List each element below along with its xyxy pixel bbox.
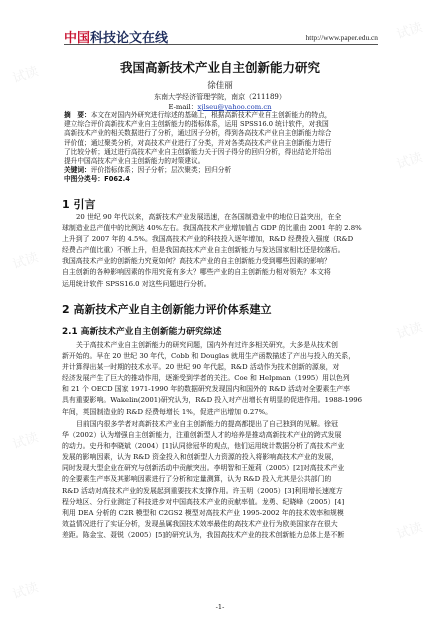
abstract-line: 了比较分析；通过进行高技术产业自主创新能力关于因子得分的回归分析，得出结论并给出 [64, 147, 332, 156]
author-email-link[interactable]: xjlseu@yahoo.com.cn [197, 103, 272, 111]
watermark: 试读 [394, 20, 425, 43]
author-name: 徐佳丽 [207, 81, 233, 91]
abstract-line: 摘 要：本文在对国内外研究进行综述的基础上，根据高新技术产业自主创新能力的特点， [64, 111, 332, 119]
site-logo[interactable]: 中国科技论文在线 [64, 31, 169, 46]
paragraph: 关于高技术产业自主创新能力的研究问题，国内外有过许多相关研究，大多是从技术创 新开始的。早在 20 世纪 30 年代，Cobb 和 Douglas 就用生产函数描述了产出与投入的关系， 并计算得出某一时期的技术水平。20 世纪 90 年代起，R&D 活动作为技术创新的源泉，对 经济发展产生了巨大的推动作用，逐渐受到学者的关注。Coe 和 Helpman（1995）用以色列 和 21 个 OECD 国家 1971-1990 年的数据研究发现国内和国外的 R&D 活动对全要素生产率 具有重要影响。Wakelin(2001)研究认为，R&D 投入对产出增长有明显的促进作用。1988-1996 年间，英国制造业的 R&D 经费每增长 1%，促进产出增加 0.27%。 [62, 341, 362, 416]
watermark: 试读 [394, 150, 425, 173]
watermark: 试读 [394, 520, 425, 543]
page-number: -1- [215, 603, 225, 611]
subsection-heading: 2.1 高新技术产业自主创新能力研究综述 [62, 327, 222, 337]
section-heading: 2 高新技术产业自主创新能力评价体系建立 [62, 303, 272, 316]
clc-number: 中图分类号：F062.4 [64, 175, 130, 184]
author-affiliation: 东南大学经济管理学院，南京（211189） [154, 93, 286, 101]
abstract-line: 提升中国高技术产业自主创新能力的对策建议。 [64, 157, 205, 166]
abstract-line: 评价值；通过聚类分析，对高技术产业进行了分类，并对各类高技术产业自主创新能力进行 [64, 138, 332, 147]
abstract [64, 111, 376, 185]
paragraph: 目前国内很多学者对高新技术产业自主创新能力的提高都提出了自己独到的见解。徐冠 华（2002）认为增强自主创新能力，注重创新型人才的培养是推动高新技术产业的跨式发展 的动力。史丹和李晓斌（2004）[1]认同徐冠华的观点，他们运用统计数据分析了高技术产业 发展的影响因素，认为 R&D 资金投入和创新型人力资源的投入将影响高技术产业的发展， 同时发现大型企业在研究与创新活动中贡献突出。李明智和王娅莉（2005）[2]对高技术产业 的全要素生产率及其影响因素进行了分析和定量测算，认为 R&D 投入尤其是公共部门的 R&D 活动对高技术产业的发展起到重要技术支撑作用。许玉明（2005）[3]利用增长速度方 程分地区、分行业测定了科技进步对中国高技术产业的贡献率值。龙勇、纪晓峰（2005）[4] 利用 DEA 分析的 C2R 模型和 C2GS2 模型对高技术产业 1995-2002 年的技术效率和规模 效益情况进行了实证分析，发现虽属我国技术效率最佳的高技术产业行为欧美国家存在很大 差距。陈金宝、聂锐（2005）[5]的研究认为，我国高技术产业的技术创新能力总体上是不断 [62, 420, 345, 539]
abstract-line: 建立综合评价高新技术产业自主创新能力的指标体系，运用 SPSS16.0 统计软件，对我国 [64, 120, 329, 129]
watermark: 试读 [10, 64, 41, 87]
author-email-line: E-mail：xjlseu@yahoo.com.cn [168, 103, 272, 111]
paper-title: 我国高新技术产业自主创新能力研究 [119, 60, 320, 75]
watermark: 试读 [394, 320, 425, 343]
watermark: 试读 [10, 580, 41, 603]
watermark: 试读 [10, 250, 41, 273]
header-divider [64, 44, 378, 45]
watermark: 试读 [10, 430, 41, 453]
site-url[interactable]: http://www.paper.edu.cn [305, 33, 378, 42]
page-header [0, 24, 440, 46]
abstract-line: 高新技术产业的相关数据进行了分析，通过因子分析，得到各高技术产业自主创新能力综合 [64, 129, 332, 138]
section-heading: 1 引言 [62, 198, 96, 211]
paragraph: 20 世纪 90 年代以来，高新技术产业发展迅速，在各国制造业中的地位日益突出，在全 球制造业总产值中的比例达 40%左右。我国高技术产业增加值占 GDP 的比重由 2001 年的 2.8% 上升到了 2007 年的 4.5%。我国高技术产业的科技投入逐年增加，R&D 经费投入强度（R&D 经费占产值比重）不断上升，但是我国高技术产业自主创新能力与发达国家相比还是较落后。 我国高技术产业的创新能力究竟如何？高技术产业的自主创新能力受到哪些因素的影响？ 自主创新的各种影响因素的作用究竟有多大？哪些产业的自主创新能力相对领先？本文将 运用统计软件 SPSS16.0 对这些问题进行分析。 [62, 213, 362, 288]
keywords: 关键词：评价指标体系；因子分析；层次聚类；回归分析 [64, 166, 232, 175]
